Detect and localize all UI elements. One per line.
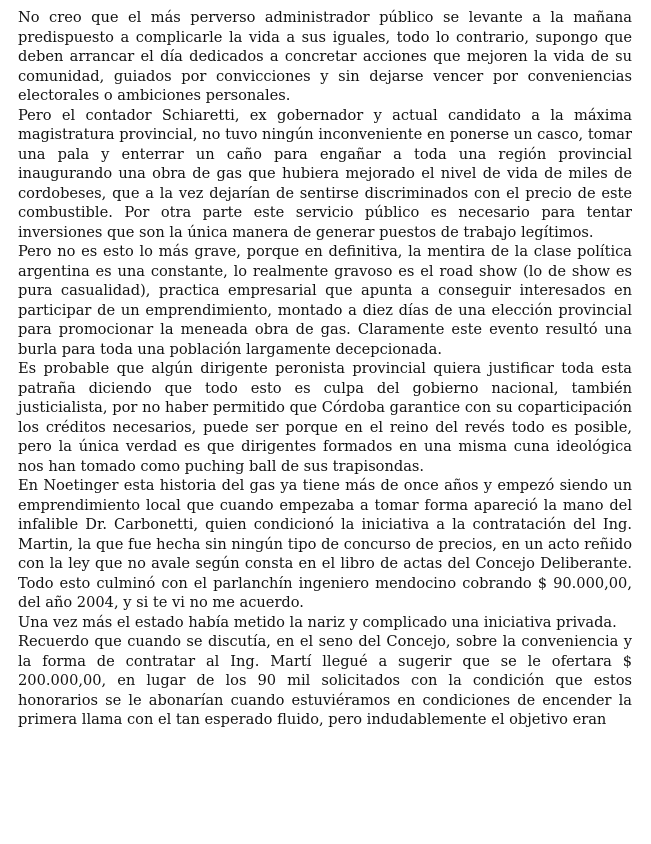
paragraph-1: No creo que el más perverso administrador público se levante a la mañana predispuesto a complicarle la vida a sus iguales, todo lo contrario, supongo que deben arrancar el día dedicados a concretar acciones que mejoren la vida de su comunidad, guiados por convicciones y sin dejarse vencer por conveniencias electorales o ambiciones personales. xyxy=(18,9,632,104)
paragraph-7: Recuerdo que cuando se discutía, en el seno del Concejo, sobre la conveniencia y la forma de contratar al Ing. Martí llegué a sugerir que se le ofertara $ 200.000,00, en lugar de los 90 mil solicitados con la condición que estos honorarios se le abonarían cuando estuviéramos en condiciones de encender la primera llama con el tan esperado fluido, pero indudablemente el objetivo eran xyxy=(18,633,632,728)
paragraph-5: En Noetinger esta historia del gas ya tiene más de once años y empezó siendo un emprendimiento local que cuando empezaba a tomar forma apareció la mano del infalible Dr. Carbonetti, quien condicionó la iniciativa a la contratación del Ing. Martin, la que fue hecha sin ningún tipo de concurso de precios, en un acto reñido con la ley que no avale según consta en el libro de actas del Concejo Deliberante. Todo esto culminó con el parlanchín ingeniero mendocino cobrando $ 90.000,00, del año 2004, y si te vi no me acuerdo. xyxy=(18,477,632,611)
paragraph-4: Es probable que algún dirigente peronista provincial quiera justificar toda esta patraña diciendo que todo esto es culpa del gobierno nacional, también justicialista, por no haber permitido que Córdoba garantice con su coparticipación los créditos necesarios, puede ser porque en el reino del revés todo es posible, pero la única verdad es que dirigentes formados en una misma cuna ideológica nos han tomado como puching ball de sus trapisondas. xyxy=(18,360,632,475)
paragraph-6: Una vez más el estado había metido la nariz y complicado una iniciativa privada. xyxy=(18,613,617,631)
paragraph-2: Pero el contador Schiaretti, ex gobernador y actual candidato a la máxima magistratura provincial, no tuvo ningún inconveniente en ponerse un casco, tomar una pala y enterrar un caño para engañar a toda una región provincial inaugurando una obra de gas que hubiera mejorado el nivel de vida de miles de cordobeses, que a la vez dejarían de sentirse discriminados con el precio de este combustible. Por otra parte este servicio público es necesario para tentar inversiones que son la única manera de generar puestos de trabajo legítimos. xyxy=(18,106,632,241)
document-body xyxy=(18,8,632,730)
paragraph-3: Pero no es esto lo más grave, porque en definitiva, la mentira de la clase política argentina es una constante, lo realmente gravoso es el road show (lo de show es pura casualidad), practica empresarial que apunta a conseguir interesados en participar de un emprendimiento, montado a diez días de una elección provincial para promocionar la meneada obra de gas. Claramente este evento resultó una burla para toda una población largamente decepcionada. xyxy=(18,243,632,358)
